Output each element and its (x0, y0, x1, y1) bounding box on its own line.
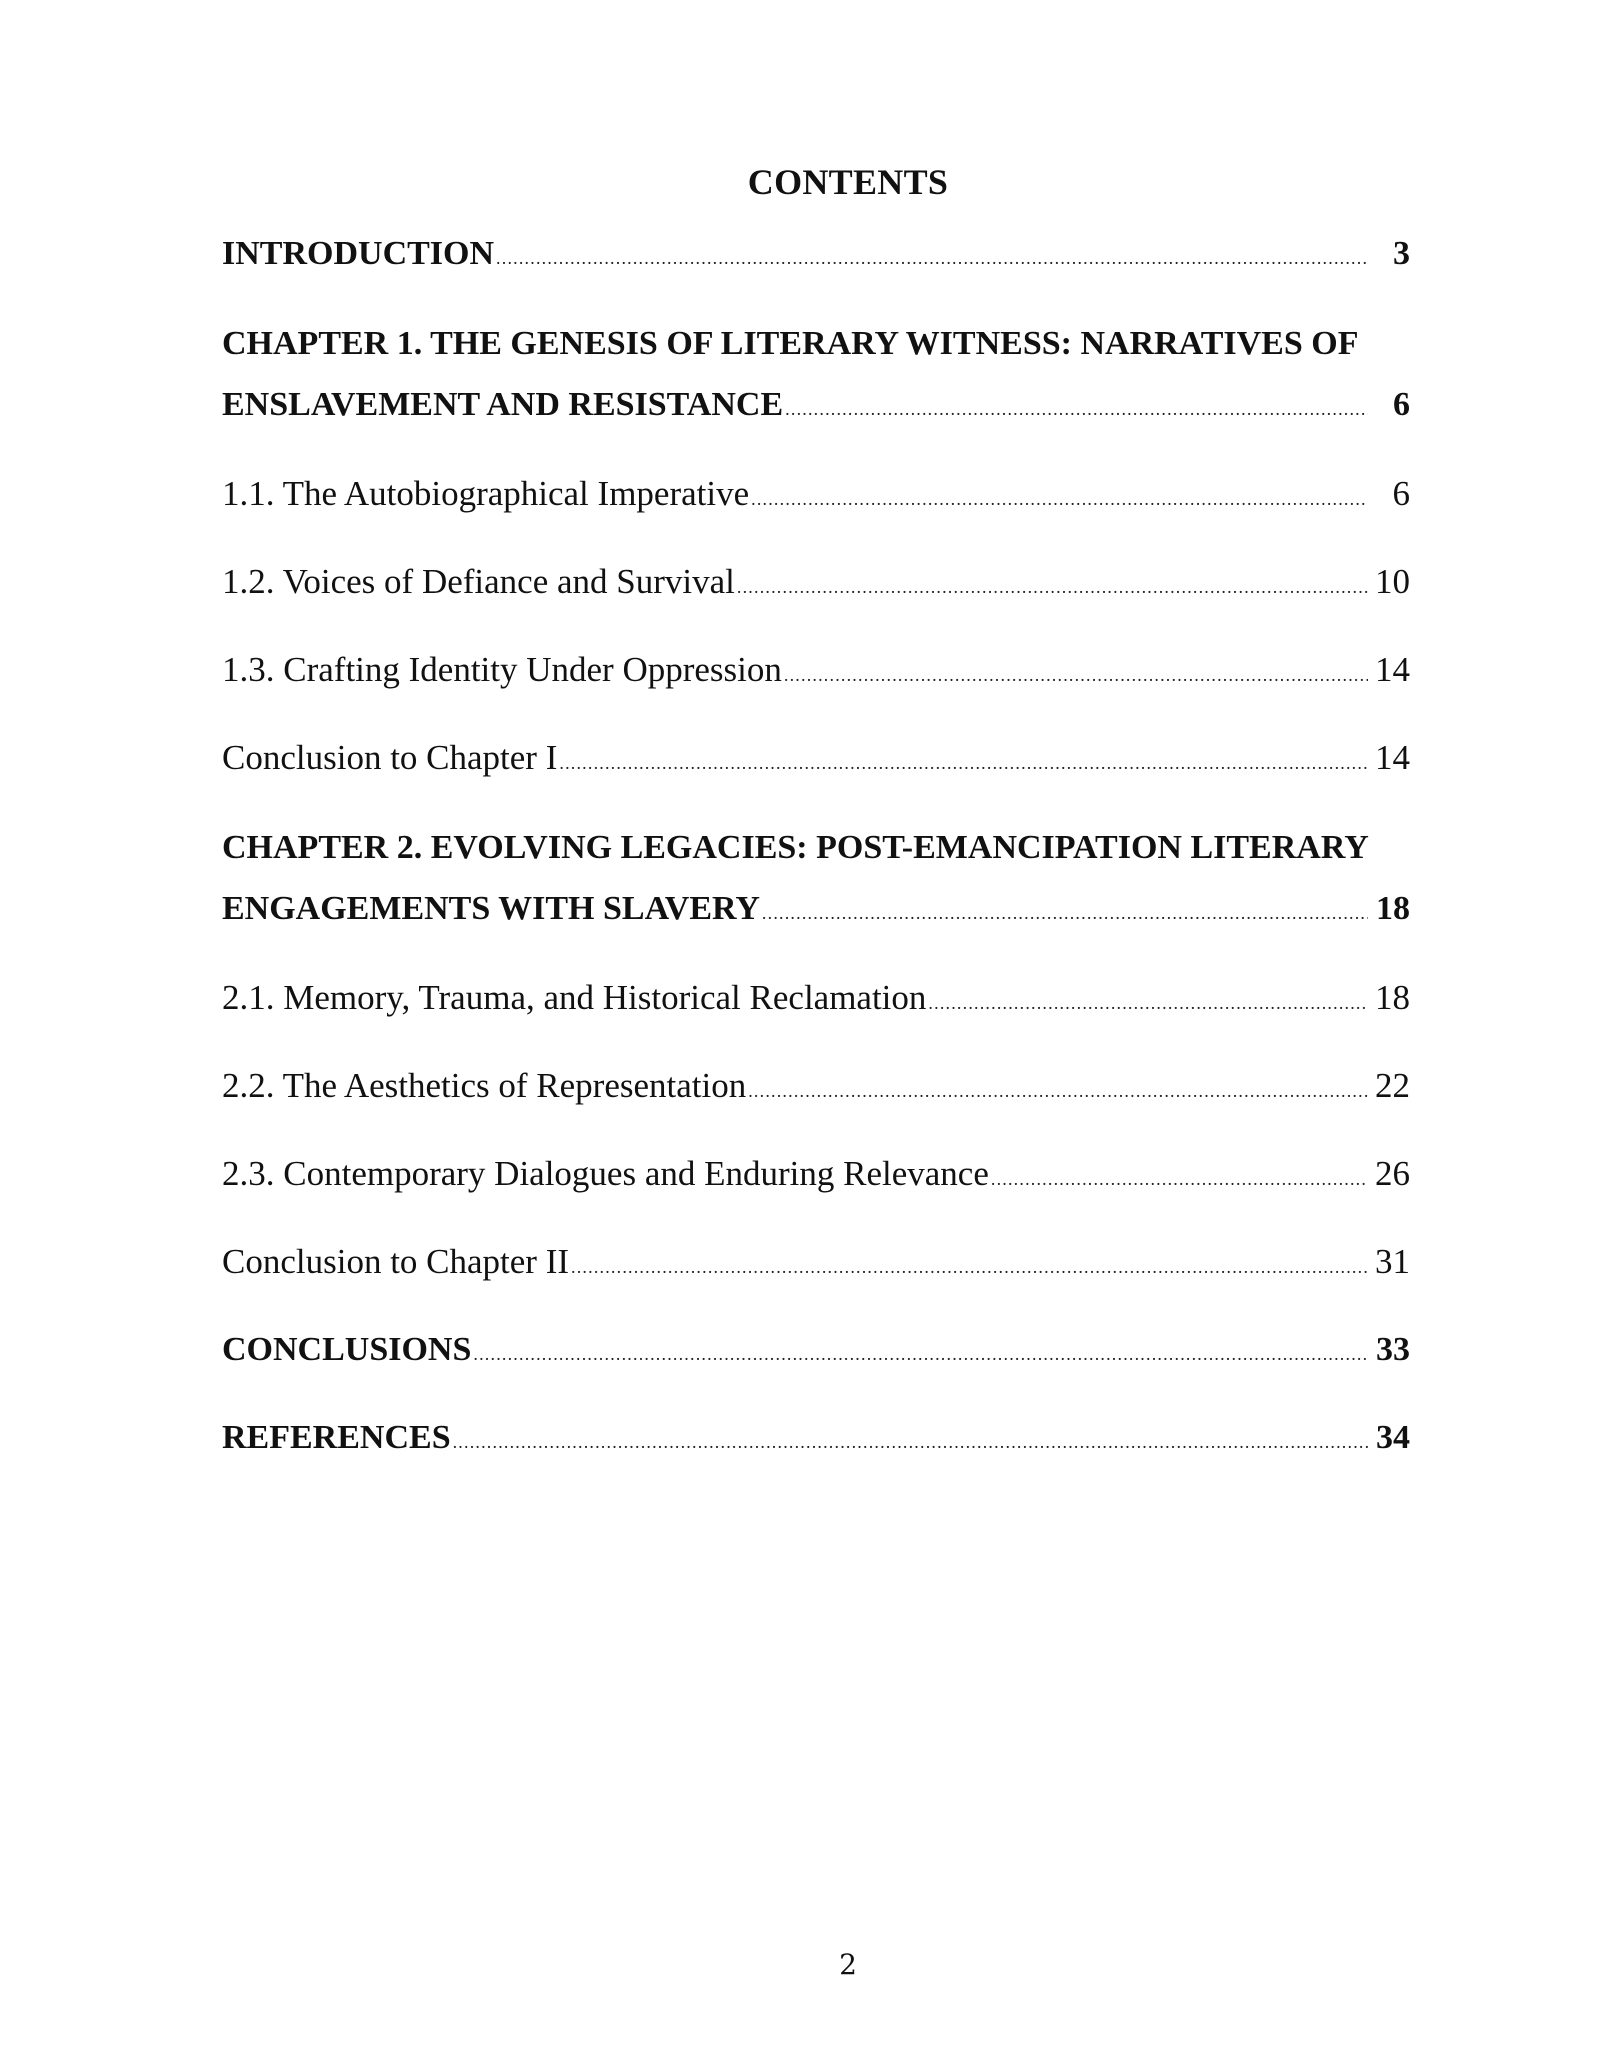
toc-entry-page-number: 33 (1376, 1331, 1410, 1368)
dot-leader (571, 1245, 1368, 1289)
toc-entry (222, 648, 1410, 697)
toc-entry-page-number: 34 (1376, 1419, 1410, 1456)
dot-leader (751, 477, 1368, 521)
page-number: 2 (839, 1948, 857, 1981)
toc-entry-label: INTRODUCTION (222, 235, 495, 272)
toc-entry-page-number: 18 (1375, 978, 1410, 1017)
dot-leader (991, 1157, 1368, 1201)
toc-entry-page-number: 22 (1375, 1066, 1410, 1105)
toc-entry-page-number: 31 (1375, 1242, 1410, 1281)
dot-leader (928, 981, 1368, 1025)
toc-entry (222, 1416, 1410, 1464)
toc-entry (222, 1152, 1410, 1201)
toc-entry (222, 232, 1410, 280)
dot-leader (784, 653, 1368, 697)
toc-entry-label: 2.1. Memory, Trauma, and Historical Reclamation (222, 978, 927, 1017)
toc-entry-page-number: 14 (1375, 738, 1410, 777)
toc-entry-label: 1.3. Crafting Identity Under Oppression (222, 650, 782, 689)
toc-entry (222, 976, 1410, 1025)
toc-entry-label: ENSLAVEMENT AND RESISTANCE (222, 386, 784, 423)
toc-entry (222, 1240, 1410, 1289)
toc-entry (222, 472, 1410, 521)
toc-entry-label: Conclusion to Chapter I (222, 738, 558, 777)
toc-entry-heading-line: CHAPTER 1. THE GENESIS OF LITERARY WITNESS: NARRATIVES OF (222, 325, 1359, 362)
dot-leader (762, 891, 1368, 935)
toc-entry-heading-line: CHAPTER 2. EVOLVING LEGACIES: POST-EMANCIPATION LITERARY (222, 829, 1369, 866)
toc-entry-label: ENGAGEMENTS WITH SLAVERY (222, 890, 760, 927)
dot-leader (785, 387, 1368, 431)
toc-entry (222, 1064, 1410, 1113)
toc-entry-page-number: 10 (1375, 562, 1410, 601)
dot-leader (473, 1332, 1368, 1376)
toc-entry-label: 1.1. The Autobiographical Imperative (222, 474, 750, 513)
toc-entry (222, 826, 1410, 935)
dot-leader (737, 565, 1368, 609)
toc-entry-label: 1.2. Voices of Defiance and Survival (222, 562, 735, 601)
toc-entry (222, 560, 1410, 609)
dot-leader (559, 741, 1368, 785)
toc-entry-page-number: 3 (1393, 235, 1410, 272)
toc-entry-page-number: 6 (1392, 474, 1410, 513)
toc-entry-page-number: 18 (1376, 890, 1410, 927)
toc-entry-page-number: 6 (1393, 386, 1410, 423)
toc-entry-label: 2.2. The Aesthetics of Representation (222, 1066, 747, 1105)
toc-entry-page-number: 14 (1375, 650, 1410, 689)
toc-entry (222, 736, 1410, 785)
toc-entry-label: CONCLUSIONS (222, 1331, 472, 1368)
toc-entry-label: 2.3. Contemporary Dialogues and Enduring Relevance (222, 1154, 989, 1193)
dot-leader (748, 1069, 1368, 1113)
toc-entry-page-number: 26 (1375, 1154, 1410, 1193)
toc-entry (222, 1328, 1410, 1376)
toc-entry (222, 322, 1410, 431)
dot-leader (453, 1420, 1368, 1464)
dot-leader (496, 236, 1368, 280)
toc-title: CONTENTS (747, 162, 949, 202)
toc-entry-label: Conclusion to Chapter II (222, 1242, 570, 1281)
toc-entry-label: REFERENCES (222, 1419, 451, 1456)
